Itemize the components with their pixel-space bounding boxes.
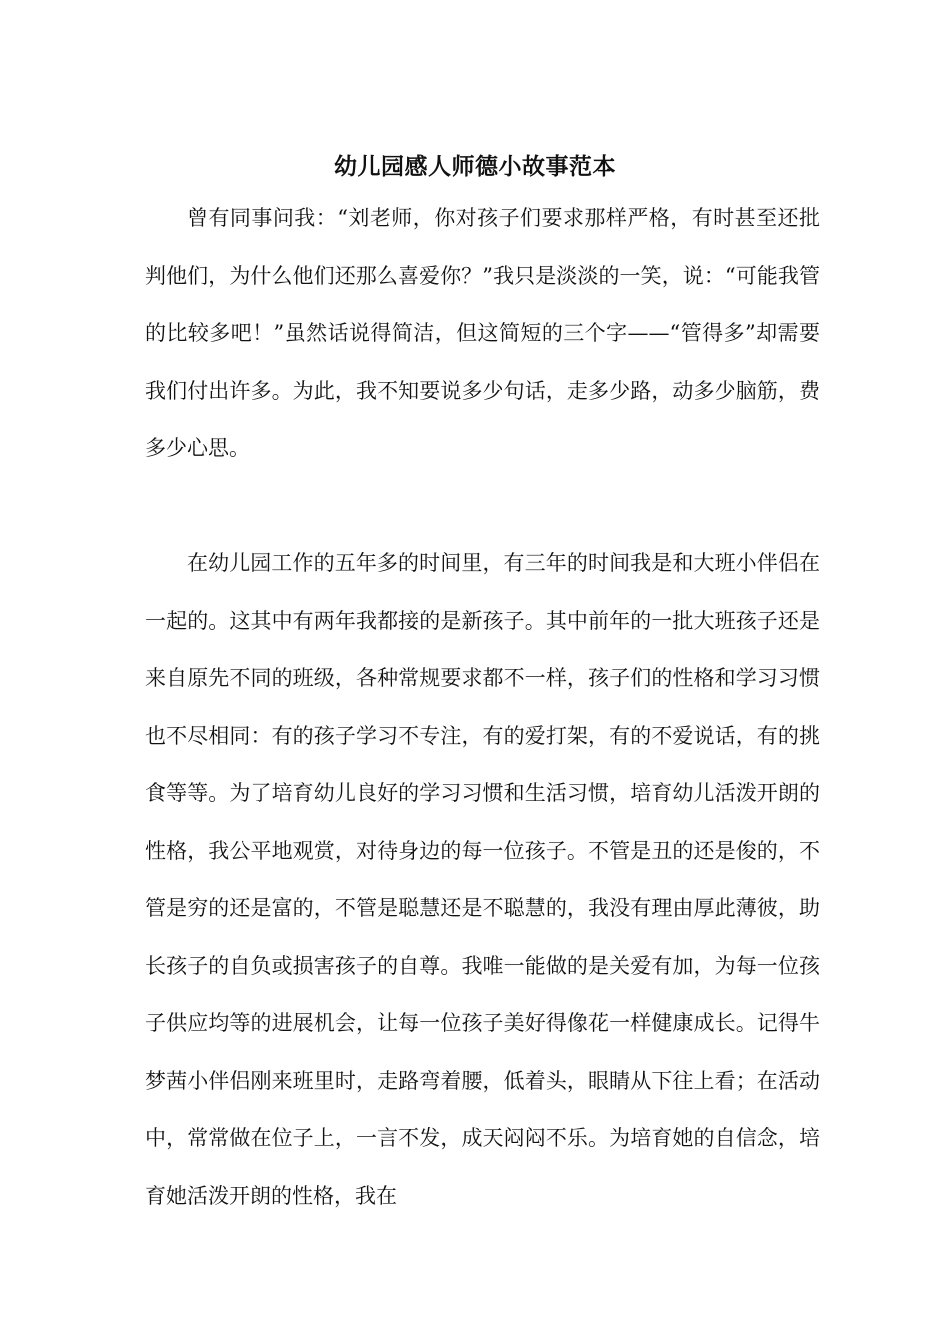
paragraph-1: 曾有同事问我：“刘老师，你对孩子们要求那样严格，有时甚至还批判他们，为什么他们还那么喜爱你？”我只是淡淡的一笑，说：“可能我管的比较多吧！”虽然话说得简洁，但这简短的三个字——“管得多”却需要我们付出许多。为此，我不知要说多少句话，走多少路，动多少脑筋，费多少心思。	[145, 206, 820, 460]
paragraph-2: 在幼儿园工作的五年多的时间里，有三年的时间我是和大班小伴侣在一起的。这其中有两年我都接的是新孩子。其中前年的一批大班孩子还是来自原先不同的班级，各种常规要求都不一样，孩子们的性格和学习习惯也不尽相同：有的孩子学习不专注，有的爱打架，有的不爱说话，有的挑食等等。为了培育幼儿良好的学习习惯和生活习惯，培育幼儿活泼开朗的性格，我公平地观赏，对待身边的每一位孩子。不管是丑的还是俊的，不管是穷的还是富的，不管是聪慧还是不聪慧的，我没有理由厚此薄彼，助长孩子的自负或损害孩子的自尊。我唯一能做的是关爱有加，为每一位孩子供应均等的进展机会，让每一位孩子美好得像花一样健康成长。记得牛梦茜小伴侣刚来班里时，走路弯着腰，低着头，眼睛从下往上看；在活动中，常常做在位子上，一言不发，成天闷闷不乐。为培育她的自信念，培育她活泼开朗的性格，我在	[145, 551, 820, 1208]
document-title: 幼儿园感人师德小故事范本	[334, 153, 616, 181]
